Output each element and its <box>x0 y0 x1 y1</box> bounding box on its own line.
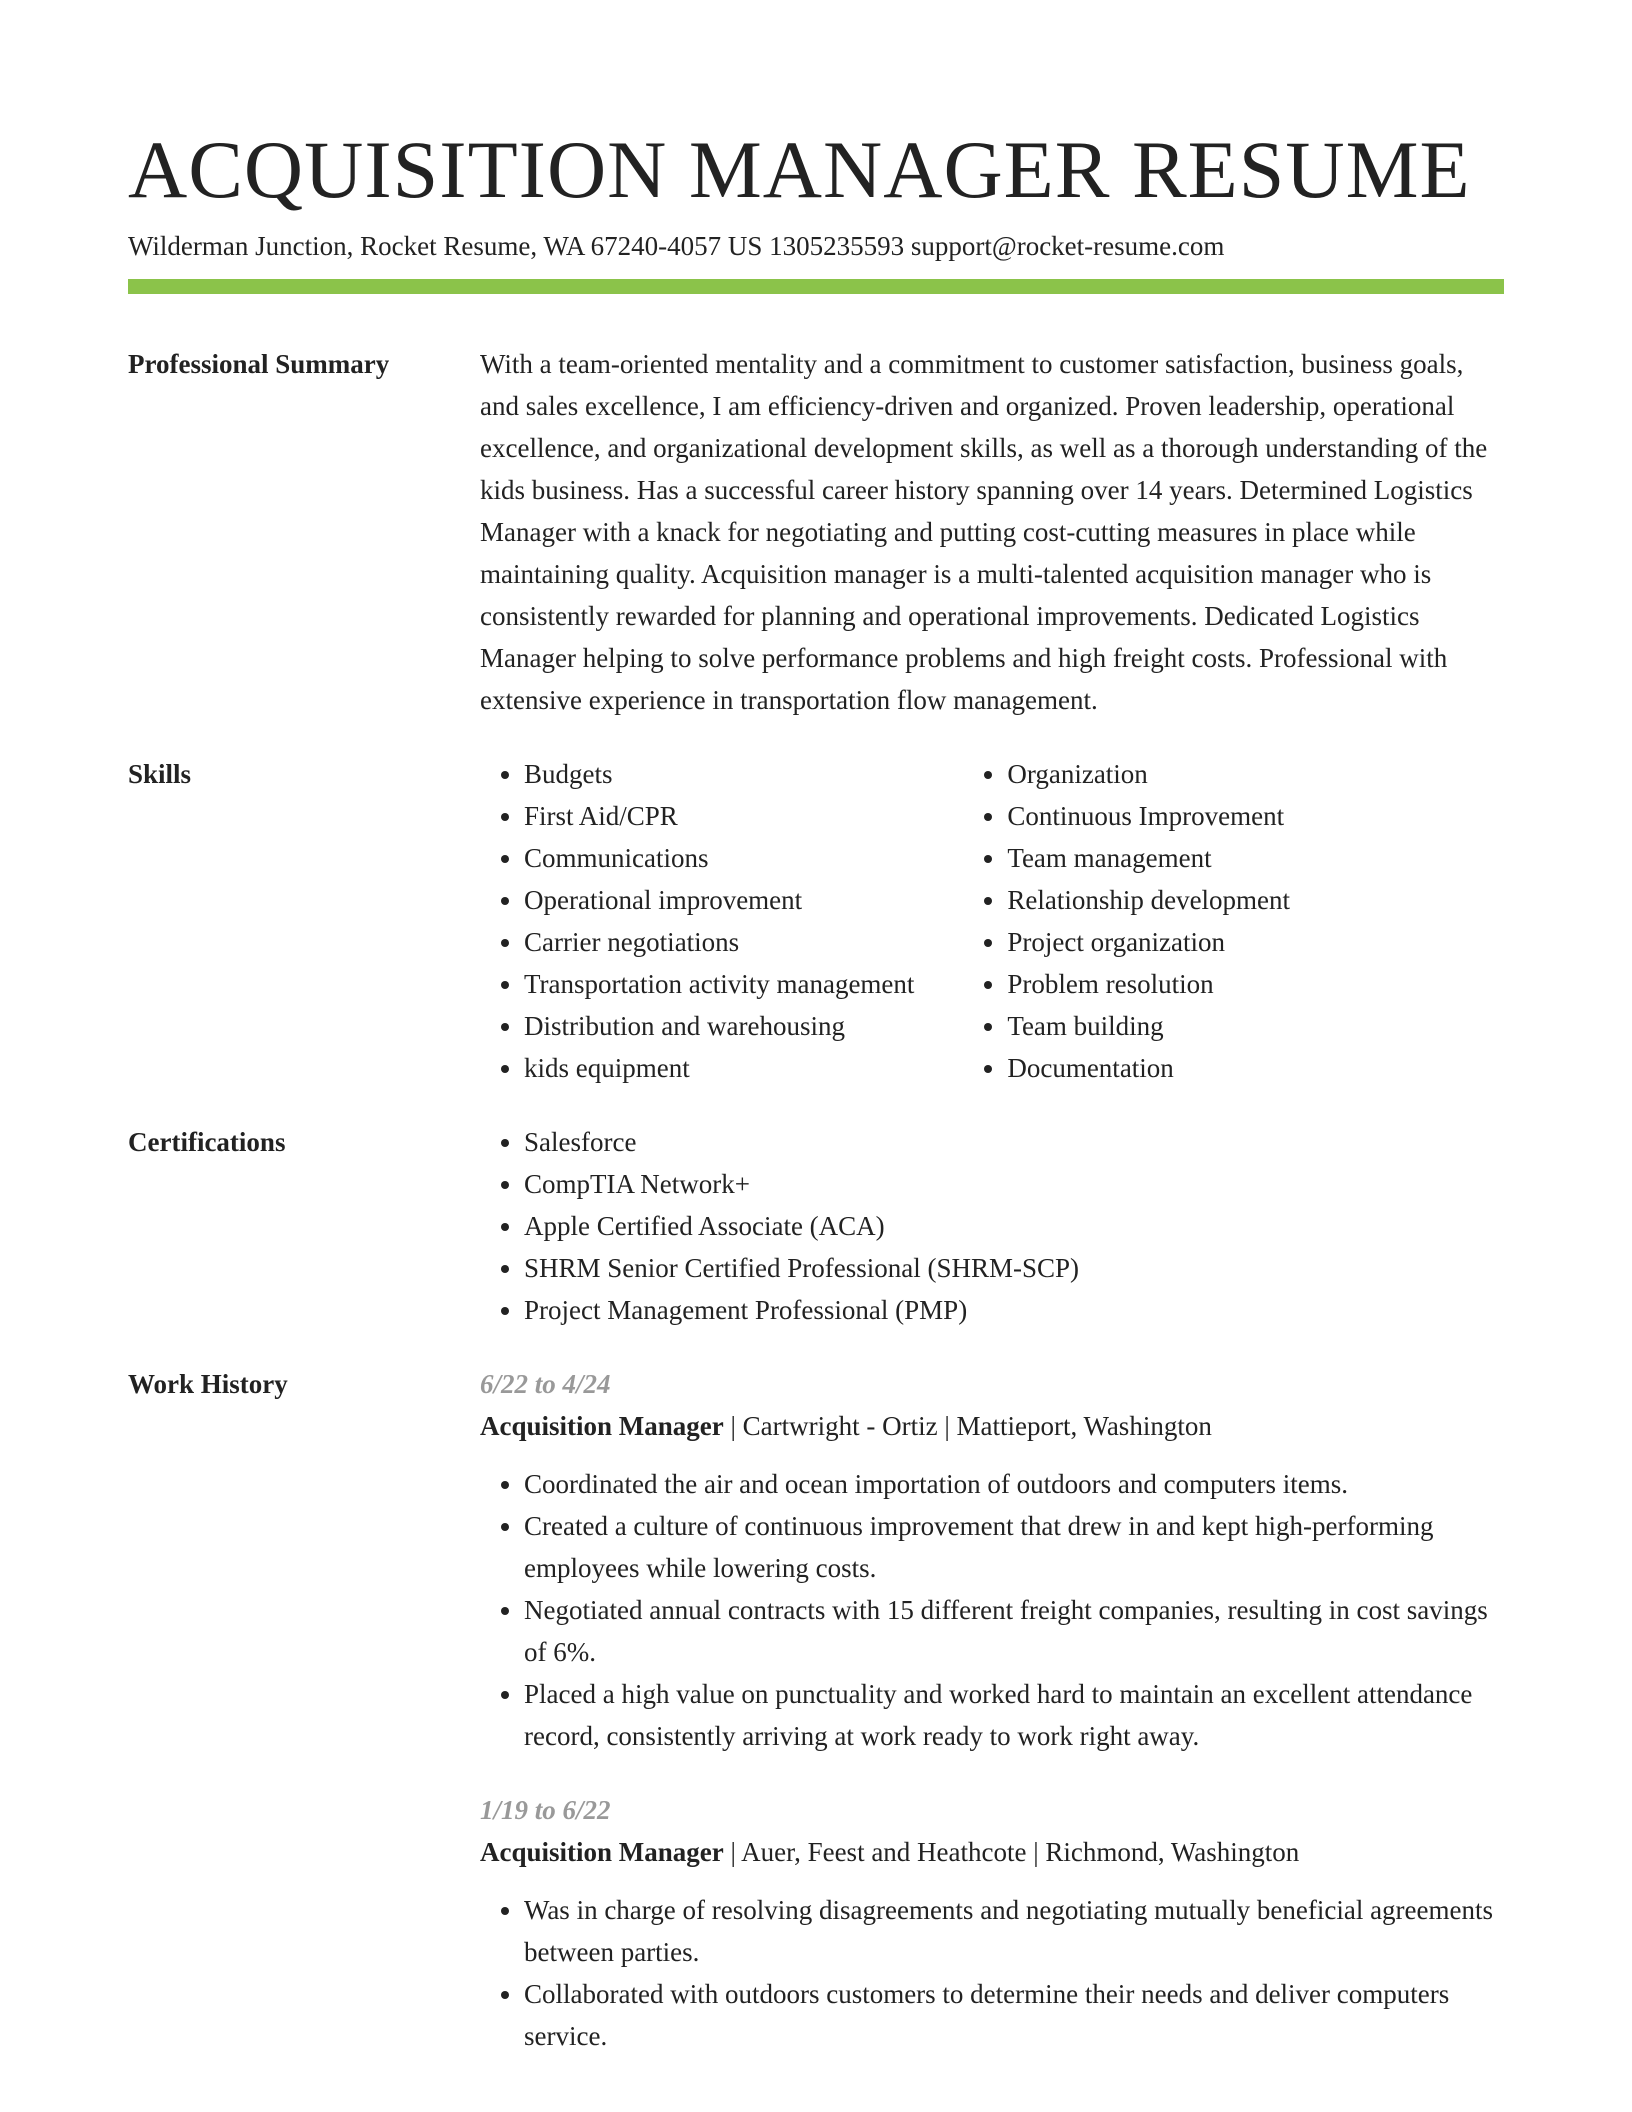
section-label: Work History <box>128 1369 288 1399</box>
job-entry <box>480 1789 1504 2057</box>
job-bullet: • Negotiated annual contracts with 15 different freight companies, resulting in cost savings of 6%. <box>524 1589 1504 1673</box>
job-title: Acquisition Manager <box>480 1411 724 1441</box>
skill-item: • Team management <box>1007 837 1504 879</box>
skill-item: • Relationship development <box>1007 879 1504 921</box>
contact-line: Wilderman Junction, Rocket Resume, WA 67240-4057 US 1305235593 support@rocket-resume.com <box>128 231 1225 261</box>
skills-list-left <box>480 753 963 1089</box>
work-history-body <box>480 1363 1504 2057</box>
skills-list-right <box>963 753 1504 1089</box>
skill-item: • Project organization <box>1007 921 1504 963</box>
job-title: Acquisition Manager <box>480 1837 724 1867</box>
skills-columns <box>480 753 1504 1089</box>
section-label: Skills <box>128 759 192 789</box>
skill-item: • Budgets <box>524 753 963 795</box>
skill-item: • Communications <box>524 837 963 879</box>
job-bullet: • Was in charge of resolving disagreements and negotiating mutually beneficial agreements between parties. <box>524 1889 1504 1973</box>
skill-item: • First Aid/CPR <box>524 795 963 837</box>
job-bullets <box>480 1889 1504 2057</box>
job-details: | Cartwright - Ortiz | Mattieport, Washington <box>723 1411 1212 1441</box>
skill-item: • Transportation activity management <box>524 963 963 1005</box>
skill-item: • Problem resolution <box>1007 963 1504 1005</box>
certification-item: • CompTIA Network+ <box>524 1163 1504 1205</box>
section-skills <box>128 753 1504 1089</box>
job-heading <box>480 1405 1504 1447</box>
certification-item: • Salesforce <box>524 1121 1504 1163</box>
section-work-history <box>128 1363 1504 2057</box>
job-heading <box>480 1831 1504 1873</box>
skill-item: • Distribution and warehousing <box>524 1005 963 1047</box>
skill-item: • Continuous Improvement <box>1007 795 1504 837</box>
certifications-list <box>480 1121 1504 1331</box>
certification-item: • Apple Certified Associate (ACA) <box>524 1205 1504 1247</box>
certification-item: • SHRM Senior Certified Professional (SHRM-SCP) <box>524 1247 1504 1289</box>
section-certifications <box>128 1121 1504 1331</box>
section-label: Certifications <box>128 1127 286 1157</box>
skill-item: • Operational improvement <box>524 879 963 921</box>
skill-item: • Documentation <box>1007 1047 1504 1089</box>
section-label: Professional Summary <box>128 349 390 379</box>
summary-text: With a team-oriented mentality and a commitment to customer satisfaction, business goals, and sales excellence, I am efficiency-driven and organized. Proven leadership, operational excellence, and organizational development skills, as well as a thorough understanding of the kids business. Has a successful career history spanning over 14 years. Determined Logistics Manager with a knack for negotiating and putting cost-cutting measures in place while maintaining quality. Acquisition manager is a multi-talented acquisition manager who is consistently rewarded for planning and operational improvements. Dedicated Logistics Manager helping to solve performance problems and high freight costs. Professional with extensive experience in transportation flow management. <box>480 349 1488 715</box>
skill-item: • Team building <box>1007 1005 1504 1047</box>
job-bullet: • Coordinated the air and ocean importation of outdoors and computers items. <box>524 1463 1504 1505</box>
skill-item: • Organization <box>1007 753 1504 795</box>
section-professional-summary <box>128 343 1504 721</box>
job-dates: 1/19 to 6/22 <box>480 1795 611 1825</box>
job-dates: 6/22 to 4/24 <box>480 1369 611 1399</box>
job-entry <box>480 1363 1504 1757</box>
resume-page <box>128 122 1504 2057</box>
resume-title: ACQUISITION MANAGER RESUME <box>128 124 1471 215</box>
certifications-body <box>480 1121 1504 1331</box>
job-bullet: • Collaborated with outdoors customers to determine their needs and deliver computers service. <box>524 1973 1504 2057</box>
job-bullet: • Created a culture of continuous improvement that drew in and kept high-performing employees while lowering costs. <box>524 1505 1504 1589</box>
job-bullet: • Placed a high value on punctuality and worked hard to maintain an excellent attendance record, consistently arriving at work ready to work right away. <box>524 1673 1504 1757</box>
job-details: | Auer, Feest and Heathcote | Richmond, Washington <box>723 1837 1300 1867</box>
job-bullets <box>480 1463 1504 1757</box>
skill-item: • Carrier negotiations <box>524 921 963 963</box>
skill-item: • kids equipment <box>524 1047 963 1089</box>
certification-item: • Project Management Professional (PMP) <box>524 1289 1504 1331</box>
accent-divider <box>128 279 1504 294</box>
